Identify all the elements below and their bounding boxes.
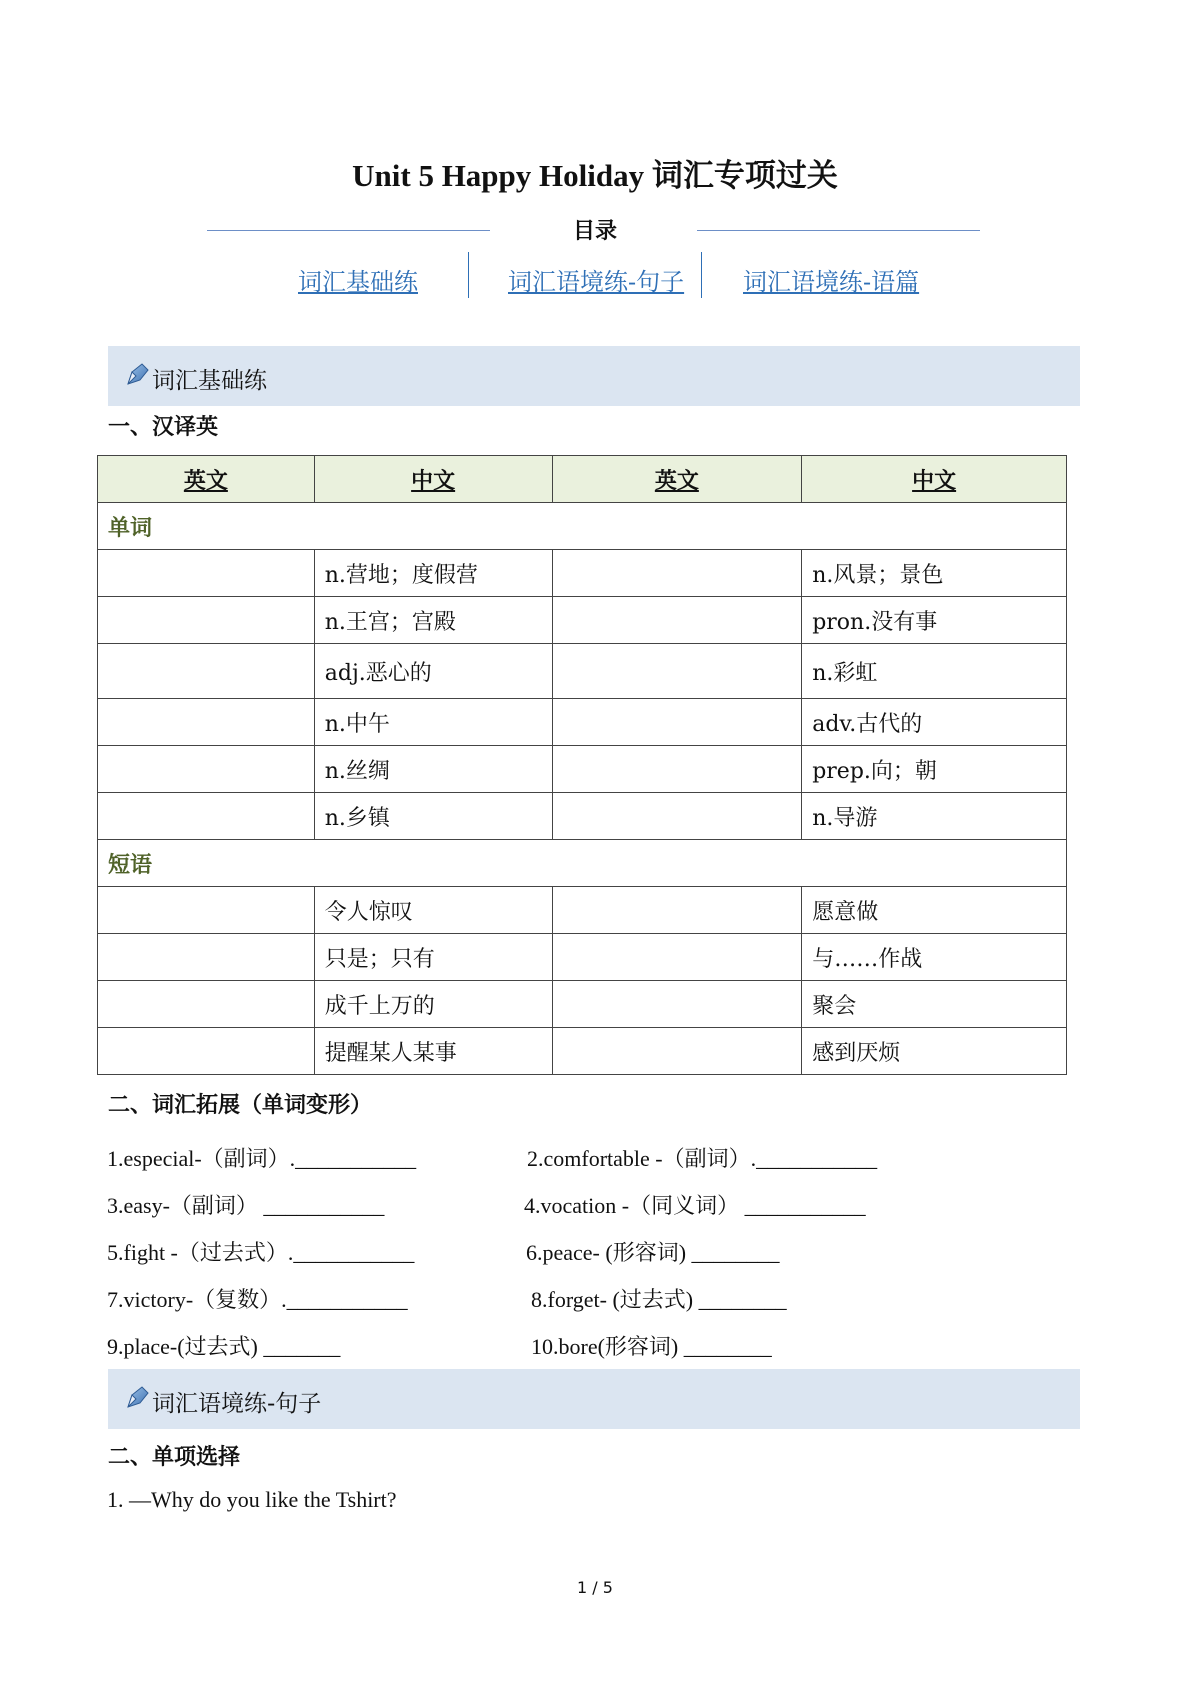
section-banner-basic [108,346,1080,406]
meaning-cell: 令人惊叹 [314,887,552,934]
exercise-item[interactable]: 6.peace- (形容词) ________ [526,1240,780,1265]
answer-cell[interactable] [552,699,802,746]
table-row [98,793,1067,840]
section-heading: 二、单项选择 [108,1445,241,1470]
exercise-item[interactable]: 10.bore(形容词) ________ [531,1334,772,1359]
exercise-item[interactable]: 2.comfortable -（副词）.___________ [527,1146,878,1171]
toc-link-passage[interactable]: 词汇语境练-语篇 [743,268,920,296]
answer-cell[interactable] [98,746,315,793]
toc-separator [468,252,469,298]
pencil-icon [122,360,152,390]
column-header: 中文 [802,456,1067,503]
toc-link-sentence[interactable]: 词汇语境练-句子 [508,268,685,296]
meaning-cell: 聚会 [802,981,1067,1028]
answer-cell[interactable] [98,1028,315,1075]
table-row [98,644,1067,699]
section-label: 单词 [98,503,1067,550]
meaning-cell: 成千上万的 [314,981,552,1028]
exercise-item[interactable]: 5.fight -（过去式）.___________ [107,1240,415,1265]
table-row [98,934,1067,981]
table-section-row [98,840,1067,887]
toc-divider-right [697,230,980,231]
section-banner-label: 词汇语境练-句子 [152,1391,322,1417]
meaning-cell: 与……作战 [802,934,1067,981]
exercise-item[interactable]: 4.vocation -（同义词） ___________ [524,1193,866,1218]
meaning-cell: prep.向；朝 [802,746,1067,793]
meaning-cell: n.中午 [314,699,552,746]
meaning-cell: 愿意做 [802,887,1067,934]
section-label: 短语 [98,840,1067,887]
exercise-item[interactable]: 7.victory-（复数）.___________ [107,1287,408,1312]
answer-cell[interactable] [552,887,802,934]
column-header: 英文 [98,456,315,503]
meaning-cell: n.丝绸 [314,746,552,793]
meaning-cell: pron.没有事 [802,597,1067,644]
answer-cell[interactable] [98,934,315,981]
meaning-cell: n.乡镇 [314,793,552,840]
answer-cell[interactable] [552,934,802,981]
meaning-cell: 提醒某人某事 [314,1028,552,1075]
answer-cell[interactable] [98,981,315,1028]
table-row [98,550,1067,597]
meaning-cell: adv.古代的 [802,699,1067,746]
pencil-icon [122,1383,152,1413]
answer-cell[interactable] [98,644,315,699]
table-section-row [98,503,1067,550]
exercise-item[interactable]: 8.forget- (过去式) ________ [531,1287,787,1312]
toc-link-basic[interactable]: 词汇基础练 [298,268,418,296]
page-title: Unit 5 Happy Holiday 词汇专项过关 [352,158,838,193]
exercise-item[interactable]: 3.easy-（副词） ___________ [107,1193,385,1218]
section-heading: 一、汉译英 [108,415,219,440]
table-row [98,746,1067,793]
table-row [98,1028,1067,1075]
section-heading: 二、词汇拓展（单词变形） [108,1093,373,1118]
exercise-item[interactable]: 9.place-(过去式) _______ [107,1334,341,1359]
answer-cell[interactable] [98,793,315,840]
answer-cell[interactable] [98,887,315,934]
table-row [98,981,1067,1028]
answer-cell[interactable] [552,1028,802,1075]
answer-cell[interactable] [98,597,315,644]
page-number: 1 / 5 [577,1578,613,1597]
toc-heading: 目录 [572,218,617,244]
section-banner-sentence [108,1369,1080,1429]
column-header: 英文 [552,456,802,503]
table-row [98,887,1067,934]
meaning-cell: 只是；只有 [314,934,552,981]
answer-cell[interactable] [552,793,802,840]
table-header-row [98,456,1067,503]
table-row [98,699,1067,746]
meaning-cell: n.风景；景色 [802,550,1067,597]
table-row [98,597,1067,644]
answer-cell[interactable] [552,746,802,793]
meaning-cell: adj.恶心的 [314,644,552,699]
exercise-item[interactable]: 1.especial-（副词）.___________ [107,1146,417,1171]
answer-cell[interactable] [98,550,315,597]
answer-cell[interactable] [552,550,802,597]
answer-cell[interactable] [98,699,315,746]
column-header: 中文 [314,456,552,503]
answer-cell[interactable] [552,644,802,699]
meaning-cell: n.彩虹 [802,644,1067,699]
meaning-cell: 感到厌烦 [802,1028,1067,1075]
answer-cell[interactable] [552,981,802,1028]
toc-separator [701,252,702,298]
meaning-cell: n.营地；度假营 [314,550,552,597]
answer-cell[interactable] [552,597,802,644]
meaning-cell: n.王宫；宫殿 [314,597,552,644]
question-text: 1. —Why do you like the Tshirt? [107,1487,397,1512]
vocab-table [97,455,1067,1075]
section-banner-label: 词汇基础练 [152,368,267,394]
meaning-cell: n.导游 [802,793,1067,840]
